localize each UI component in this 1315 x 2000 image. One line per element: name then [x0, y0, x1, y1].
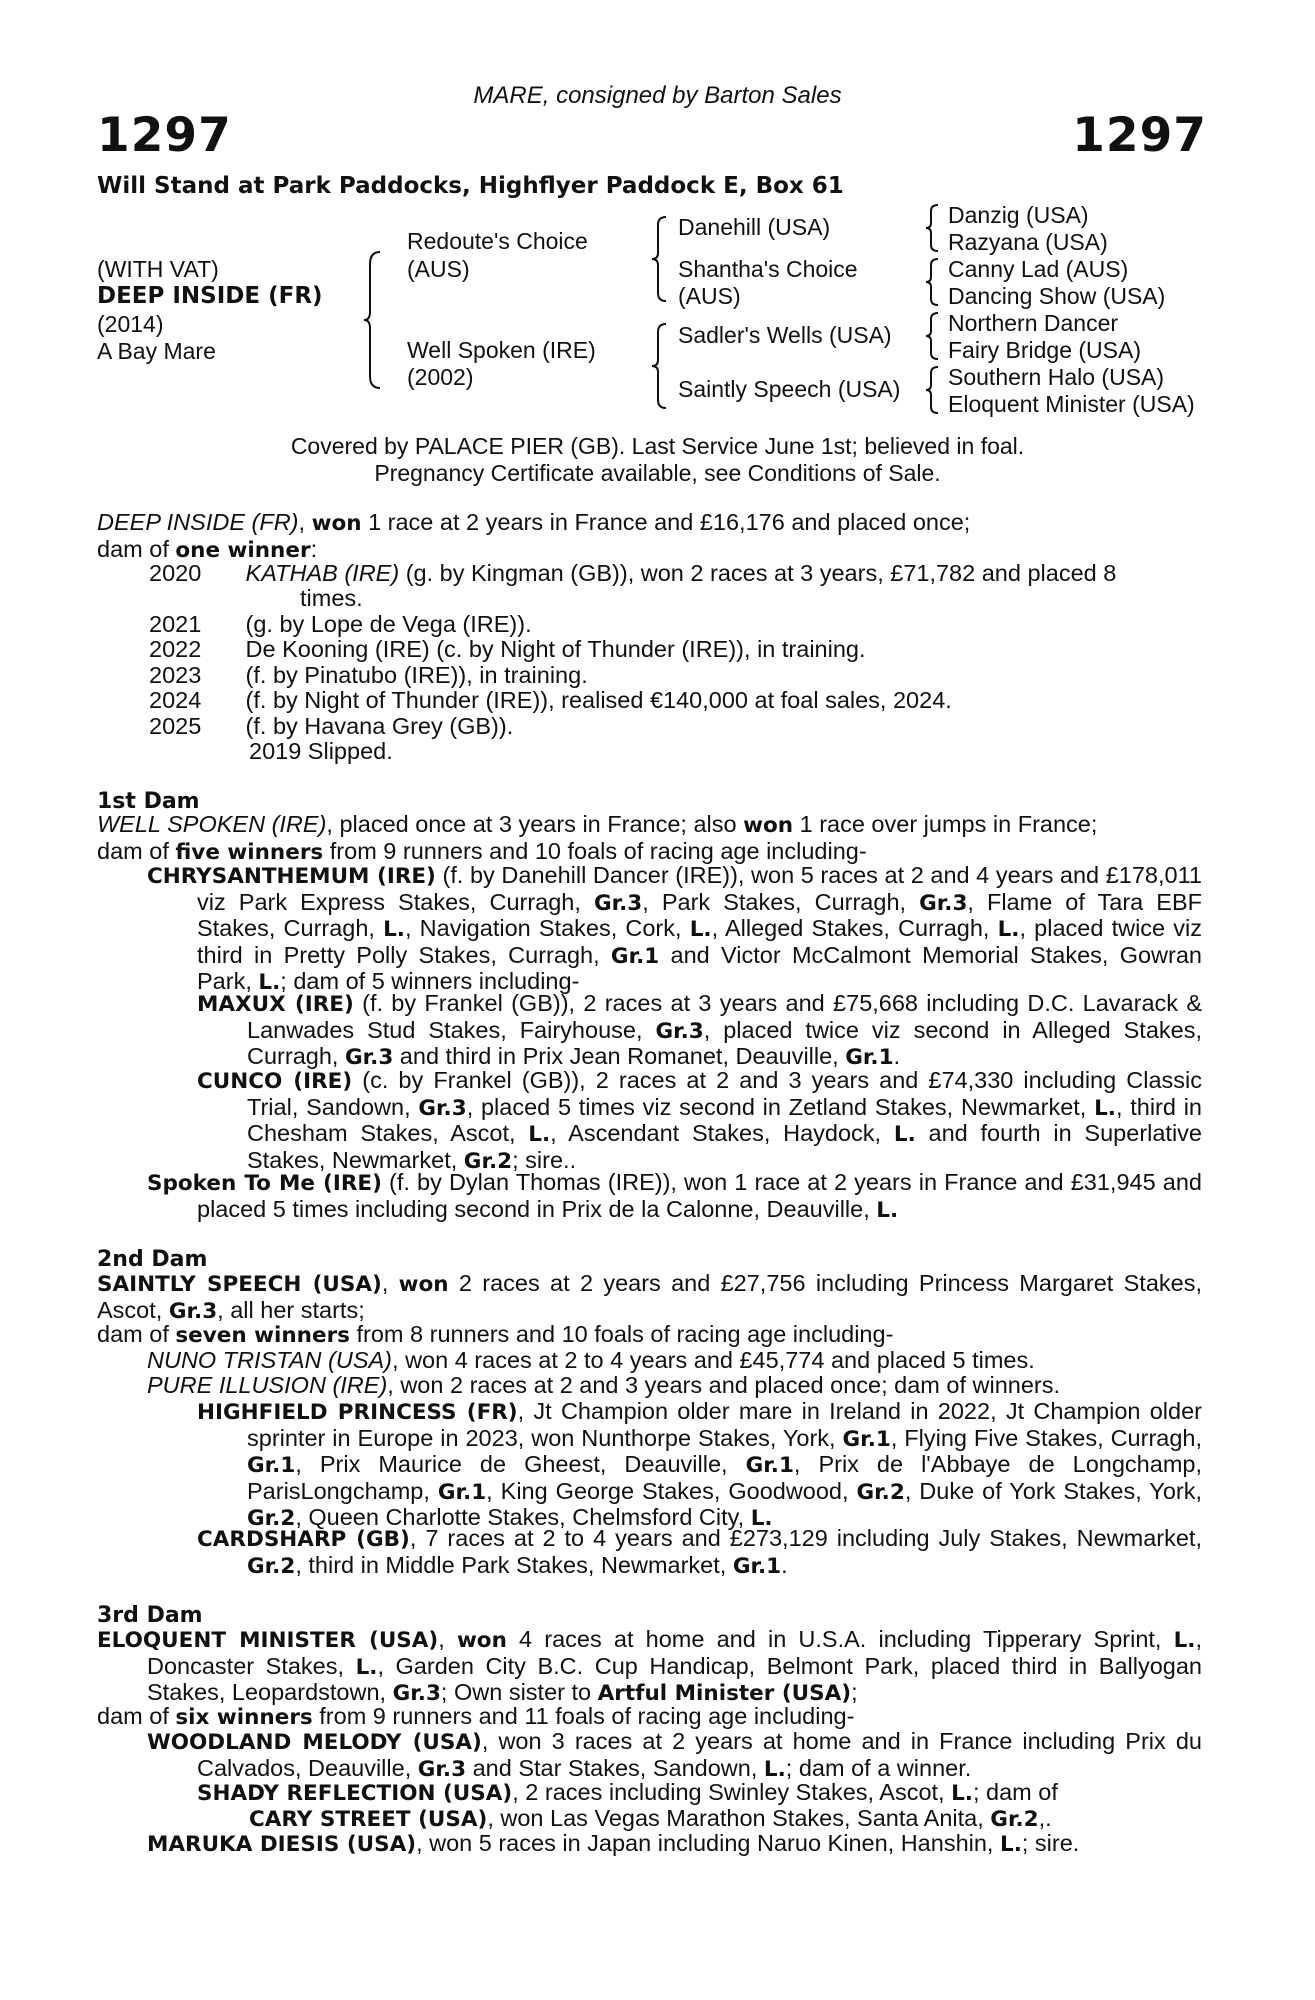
vat-note: (WITH VAT)	[97, 256, 219, 282]
dam-text: 1 race at 2 years in France and £16,176 and placed once;	[368, 509, 971, 535]
text: .	[893, 1043, 901, 1070]
lot-number-right: 1297	[1072, 108, 1207, 163]
first-dam-intro	[97, 812, 1227, 865]
lot-number-left: 1297	[97, 108, 232, 163]
text: ; sire.	[1021, 1830, 1080, 1856]
text: ; dam of a winner.	[785, 1754, 972, 1781]
text: , won 5 races in Japan including Naruo Kinen, Hanshin,	[416, 1830, 1000, 1856]
sire-dam-brace	[362, 250, 384, 390]
text: and fourth in Superlative Stakes, Newmarket,	[247, 1120, 1203, 1173]
offspring-spoken-to-me	[147, 1170, 1202, 1223]
text: , Duke of York Stakes, York,	[904, 1477, 1202, 1504]
text: ; dam of	[972, 1779, 1058, 1805]
gg-sds: Canny Lad (AUS)	[948, 256, 1129, 282]
offspring-maxux	[197, 991, 1202, 1071]
winner-count: six winners	[175, 1705, 313, 1730]
sire-name: Redoute's Choice	[407, 228, 588, 254]
foal-year: 2022	[149, 636, 202, 662]
brace-ds	[924, 311, 942, 361]
offspring-name: Spoken To Me (IRE)	[147, 1171, 382, 1196]
foal-name: KATHAB (IRE)	[245, 560, 400, 586]
won-label: won	[311, 511, 362, 536]
foal-text: De Kooning (IRE) (c. by Night of Thunder (IRE)), in training.	[245, 636, 866, 662]
grade: Gr.1	[745, 1453, 794, 1479]
horse-description: A Bay Mare	[97, 338, 216, 364]
text: , Alleged Stakes, Curragh,	[711, 915, 998, 942]
foal-row	[149, 612, 532, 638]
third-dam-of	[97, 1704, 854, 1731]
foal-year: 2024	[149, 687, 202, 713]
grade: L.	[528, 1122, 551, 1148]
offspring-chrysanthemum	[147, 863, 1202, 996]
text: , 2 races including Swinley Stakes, Ascot,	[512, 1779, 952, 1805]
grade: L.	[689, 917, 712, 943]
text: from 9 runners and 11 foals of racing age including-	[312, 1703, 855, 1729]
text: ; sire..	[512, 1146, 577, 1173]
foal-text: (f. by Night of Thunder (IRE)), realised €140,000 at foal sales, 2024.	[245, 687, 952, 713]
winner-count: seven winners	[175, 1323, 350, 1348]
offspring-shady-reflection	[197, 1780, 1058, 1807]
text: , third in Chesham Stakes, Ascot,	[247, 1093, 1202, 1147]
grade: Gr.1	[247, 1453, 296, 1479]
grade: Gr.2	[247, 1506, 296, 1532]
text: , Doncaster Stakes,	[147, 1626, 1203, 1679]
brace-ss	[924, 203, 942, 253]
first-dam-name: WELL SPOKEN (IRE)	[97, 811, 327, 837]
offspring-cardsharp	[197, 1526, 1202, 1579]
third-dam-intro: ELOQUENT MINISTER (USA), won 4 races at home and in U.S.A. including Tipperary Sprint, L., Doncaster Stakes, L., Garden City B.C. Cup Handicap, Belmont Park, placed third in Ballyogan Stakes, Leopardstown, Gr.3; Own sister to Artful Minister (USA);	[97, 1626, 1203, 1707]
text: ,.	[1038, 1805, 1052, 1831]
foal-year: 2025	[149, 713, 202, 739]
foal-row	[149, 663, 588, 689]
text: , won Las Vegas Marathon Stakes, Santa Anita,	[487, 1805, 991, 1831]
text: , placed 5 times viz second in Zetland Stakes, Newmarket,	[466, 1093, 1095, 1120]
grade: L.	[258, 970, 281, 996]
foal-year: 2021	[149, 611, 202, 637]
text: , Jt Champion older mare in Ireland in 2022, Jt Champion older sprinter in Europe in 2023, won Nunthorpe Stakes, York,	[247, 1398, 1202, 1451]
foal-row	[149, 561, 1116, 587]
grade: L.	[763, 1756, 786, 1782]
grade: Gr.3	[418, 1095, 467, 1121]
dam-produce-summary: DEEP INSIDE (FR), won 1 race at 2 years in France and £16,176 and placed once; dam of one winner:	[97, 509, 971, 563]
gg-dsd: Fairy Bridge (USA)	[948, 337, 1141, 363]
third-dam-name: ELOQUENT MINISTER (USA)	[97, 1628, 439, 1653]
offspring-highfield-princess	[197, 1399, 1202, 1532]
covering-line-2: Pregnancy Certificate available, see Conditions of Sale.	[374, 460, 941, 486]
foal-row	[149, 714, 513, 740]
offspring-woodland-melody	[147, 1729, 1202, 1782]
stand-location: Will Stand at Park Paddocks, Highflyer Paddock E, Box 61	[97, 173, 844, 199]
offspring-name: NUNO TRISTAN (USA)	[147, 1347, 393, 1373]
grade: Gr.3	[593, 890, 643, 916]
second-dam-heading: 2nd Dam	[97, 1247, 208, 1272]
grade: L.	[1173, 1628, 1196, 1653]
foal-text: (f. by Pinatubo (IRE)), in training.	[245, 662, 588, 688]
third-dam-heading: 3rd Dam	[97, 1603, 203, 1628]
own-sister-name: Artful Minister (USA)	[597, 1681, 852, 1707]
grade: L.	[951, 1781, 973, 1806]
sire-origin: (AUS)	[407, 256, 470, 282]
first-dam-heading: 1st Dam	[97, 789, 200, 814]
second-dam-name: SAINTLY SPEECH (USA)	[97, 1272, 382, 1297]
offspring-name: CUNCO (IRE)	[197, 1069, 353, 1094]
foal-text: (g. by Kingman (GB)), won 2 races at 3 years, £71,782 and placed 8	[399, 560, 1117, 586]
gg-sss: Danzig (USA)	[948, 202, 1089, 228]
grade: Gr.2	[856, 1479, 905, 1505]
foal-text: (g. by Lope de Vega (IRE)).	[245, 611, 532, 637]
text: , Navigation Stakes, Cork,	[404, 915, 690, 942]
text: , placed twice viz third in Pretty Polly Stakes, Curragh,	[197, 915, 1202, 968]
second-dam-of	[97, 1322, 893, 1349]
horse-name: DEEP INSIDE (FR)	[97, 283, 323, 309]
dam-line-brace	[650, 322, 670, 410]
dam-sire: Sadler's Wells (USA)	[678, 322, 892, 348]
grade: Gr.1	[610, 943, 660, 969]
grade: L.	[1000, 1832, 1022, 1857]
foal-year: 2023	[149, 662, 202, 688]
sire-line-brace	[650, 215, 670, 303]
offspring-name: CARDSHARP (GB)	[197, 1527, 410, 1552]
dam-name: Well Spoken (IRE)	[407, 337, 596, 363]
winner-count: five winners	[175, 839, 324, 865]
text: 1 race over jumps in France;	[793, 811, 1098, 837]
offspring-nuno-tristan	[147, 1348, 1035, 1374]
text: , Prix Maurice de Gheest, Deauville,	[295, 1451, 746, 1478]
grade: Gr.3	[168, 1298, 218, 1324]
grade: Gr.3	[919, 890, 968, 916]
text: , Ascendant Stakes, Haydock,	[550, 1120, 894, 1147]
brace-sd	[924, 257, 942, 307]
text: (f. by Danehill Dancer (IRE)), won 5 races at 2 and 4 years and £178,011 viz Park Express Stakes, Curragh,	[197, 862, 1202, 915]
text: (f. by Frankel (GB)), 2 races at 3 years and £75,668 including D.C. Lavarack & Lanwades Stud Stakes, Fairyhouse,	[247, 990, 1202, 1043]
text: from 9 runners and 10 foals of racing age including-	[323, 837, 867, 864]
offspring-name: MAXUX (IRE)	[197, 992, 354, 1017]
second-dam-intro: SAINTLY SPEECH (USA), won 2 races at 2 years and £27,756 including Princess Margaret Stakes, Ascot, Gr.3, all her starts;	[97, 1270, 1203, 1324]
offspring-pure-illusion	[147, 1373, 1060, 1399]
colon: :	[310, 535, 318, 562]
text: , placed twice viz second in Alleged Stakes, Curragh,	[247, 1016, 1202, 1070]
text: (c. by Frankel (GB)), 2 races at 2 and 3 years and £74,330 including Classic Trial, Sandown,	[247, 1067, 1202, 1120]
text: , won 3 races at 2 years at home and in France including Prix du Calvados, Deauville,	[197, 1728, 1202, 1781]
text: dam of	[97, 837, 176, 864]
grade: L.	[383, 917, 405, 943]
text: and third in Prix Jean Romanet, Deauville,	[393, 1043, 846, 1070]
sire-dam-origin: (AUS)	[678, 283, 741, 309]
grade: Gr.3	[344, 1045, 394, 1071]
offspring-maruka-diesis	[147, 1831, 1079, 1858]
grade: L.	[1094, 1095, 1116, 1121]
grade: Gr.3	[392, 1681, 441, 1707]
grade: Gr.2	[990, 1807, 1039, 1832]
dam-name-italic: DEEP INSIDE (FR)	[97, 509, 299, 535]
text: , placed once at 3 years in France; also	[326, 811, 744, 837]
offspring-name: HIGHFIELD PRINCESS (FR)	[197, 1400, 518, 1425]
grade: L.	[997, 917, 1020, 943]
offspring-name: CARY STREET (USA)	[249, 1807, 488, 1832]
offspring-name: PURE ILLUSION (IRE)	[147, 1372, 388, 1398]
offspring-name: WOODLAND MELODY (USA)	[147, 1730, 482, 1755]
grade: Gr.1	[845, 1045, 894, 1071]
text: , Flying Five Stakes, Curragh,	[890, 1424, 1203, 1451]
grade: Gr.1	[437, 1479, 487, 1505]
text: 2 races at 2 years and £27,756 including Princess Margaret Stakes, Ascot,	[97, 1270, 1203, 1323]
grade: Gr.2	[247, 1553, 296, 1579]
winner-count: one winner	[175, 537, 311, 563]
text: , Flame of Tara EBF Stakes, Curragh,	[197, 888, 1202, 942]
dam-dam: Saintly Speech (USA)	[678, 376, 901, 402]
foal-row	[149, 637, 866, 663]
grade: Gr.2	[463, 1148, 513, 1174]
gg-ddd: Eloquent Minister (USA)	[948, 391, 1195, 417]
horse-year: (2014)	[97, 311, 164, 337]
text: , Queen Charlotte Stakes, Chelmsford City,	[295, 1504, 751, 1531]
gg-dds: Southern Halo (USA)	[948, 364, 1165, 390]
text: ;	[851, 1679, 858, 1706]
consignment-line: MARE, consigned by Barton Sales	[473, 82, 842, 109]
offspring-name: SHADY REFLECTION (USA)	[197, 1781, 513, 1806]
text: , all her starts;	[217, 1296, 365, 1323]
sire-dam: Shantha's Choice	[678, 256, 858, 282]
covering-line-1: Covered by PALACE PIER (GB). Last Service June 1st; believed in foal.	[290, 433, 1025, 459]
sire-sire: Danehill (USA)	[678, 214, 831, 240]
offspring-cunco	[197, 1068, 1202, 1174]
grade: Gr.3	[417, 1756, 467, 1782]
gg-ssd: Razyana (USA)	[948, 229, 1108, 255]
foal-row	[149, 688, 952, 714]
slipped-note: 2019 Slipped.	[249, 738, 393, 764]
grade: L.	[355, 1654, 378, 1680]
gg-sdd: Dancing Show (USA)	[948, 283, 1166, 309]
offspring-name: MARUKA DIESIS (USA)	[147, 1832, 417, 1857]
text: , won 4 races at 2 to 4 years and £45,774 and placed 5 times.	[392, 1347, 1035, 1373]
grade: L.	[893, 1122, 916, 1148]
grade: Gr.1	[842, 1426, 891, 1452]
foal-row-cont: times.	[300, 585, 363, 611]
text: , Prix de l'Abbaye de Longchamp, ParisLongchamp,	[247, 1451, 1202, 1504]
text: ; Own sister to	[440, 1679, 598, 1706]
dam-of-label: dam of	[97, 535, 176, 562]
text: (f. by Dylan Thomas (IRE)), won 1 race at 2 years in France and £31,945 and placed 5 times including second in Prix de la Calonne, Deauville,	[197, 1169, 1202, 1222]
offspring-cary-street	[249, 1806, 1052, 1833]
gg-dss: Northern Dancer	[948, 310, 1119, 336]
brace-dd	[924, 365, 942, 415]
grade: Gr.3	[655, 1018, 704, 1044]
foal-text: (f. by Havana Grey (GB)).	[245, 713, 514, 739]
text: , Garden City B.C. Cup Handicap, Belmont Park, placed third in Ballyogan Stakes, Leopardstown,	[147, 1652, 1202, 1706]
won-label: won	[743, 813, 794, 838]
text: ; dam of 5 winners including-	[280, 968, 580, 995]
grade: L.	[750, 1506, 773, 1532]
text: .	[781, 1551, 788, 1578]
dam-year: (2002)	[407, 364, 474, 390]
text: , King George Stakes, Goodwood,	[486, 1477, 857, 1504]
text: and Star Stakes, Sandown,	[466, 1754, 764, 1781]
offspring-name: CHRYSANTHEMUM (IRE)	[147, 864, 436, 889]
text: dam of	[97, 1321, 176, 1347]
text: from 8 runners and 10 foals of racing age including-	[349, 1321, 894, 1347]
text: 4 races at home and in U.S.A. including Tipperary Sprint,	[506, 1626, 1174, 1652]
text: , third in Middle Park Stakes, Newmarket,	[295, 1551, 733, 1578]
foal-year: 2020	[149, 560, 202, 586]
won-label: won	[456, 1628, 507, 1653]
grade: L.	[876, 1197, 899, 1223]
text: dam of	[97, 1703, 176, 1729]
text: and Victor McCalmont Memorial Stakes, Gowran Park,	[197, 941, 1202, 995]
text: , 7 races at 2 to 4 years and £273,129 including July Stakes, Newmarket,	[409, 1525, 1202, 1551]
text: , Park Stakes, Curragh,	[642, 888, 920, 915]
grade: Gr.1	[732, 1553, 782, 1579]
text: , won 2 races at 2 and 3 years and placed once; dam of winners.	[387, 1372, 1061, 1398]
won-label: won	[398, 1272, 449, 1297]
